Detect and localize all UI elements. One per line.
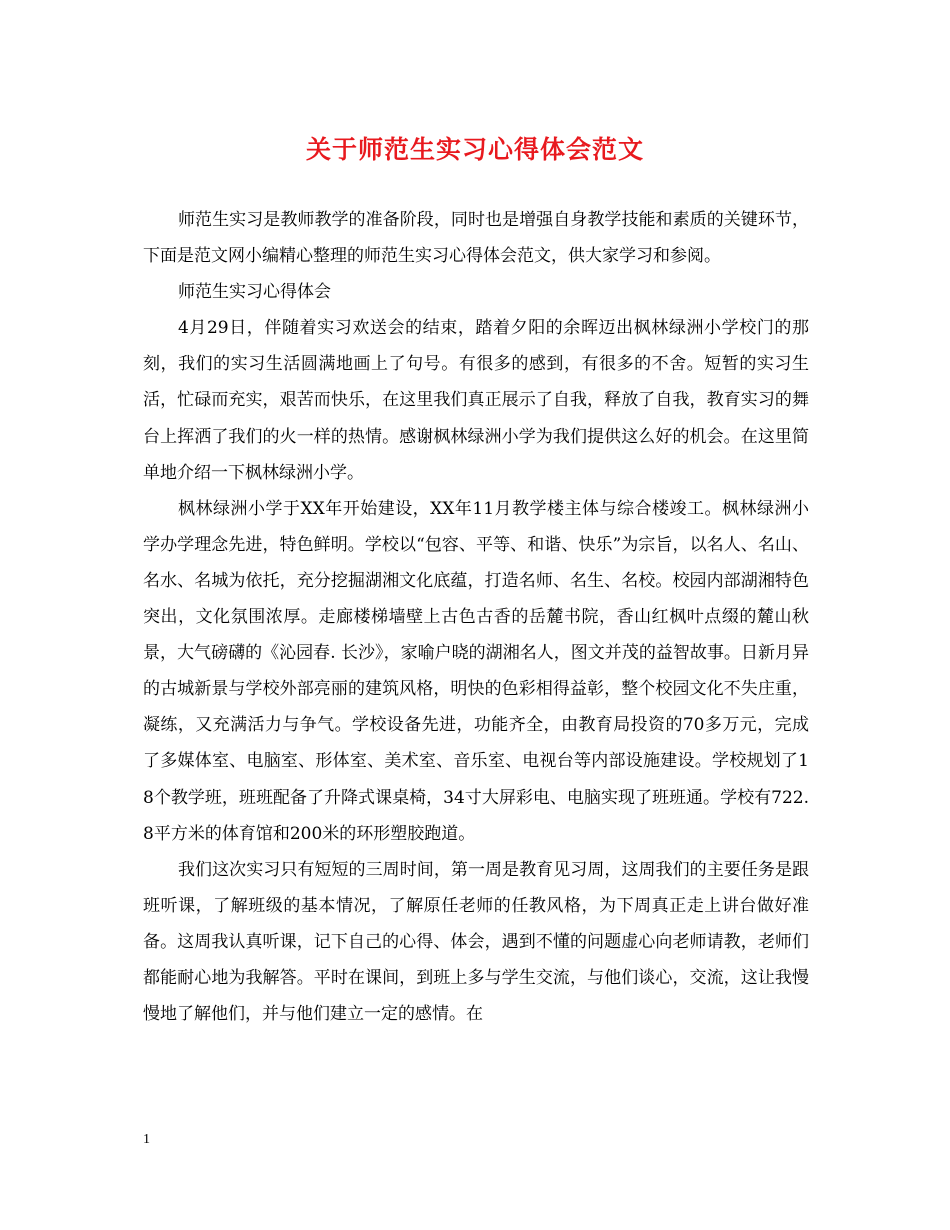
paragraph-farewell: 4月29日，伴随着实习欢送会的结束，踏着夕阳的余晖迈出枫林绿洲小学校门的那刻，我们的实习生活圆满地画上了句号。有很多的感到，有很多的不舍。短暂的实习生活，忙碌而充实，艰苦而快乐，在这里我们真正展示了自我，释放了自我，教育实习的舞台上挥洒了我们的火一样的热情。感谢枫林绿洲小学为我们提供这么好的机会。在这里简单地介绍一下枫林绿洲小学。 (143, 318, 809, 483)
page-number: 1 (143, 1132, 150, 1147)
document-body (143, 202, 809, 1032)
paragraph-first-week: 我们这次实习只有短短的三周时间，第一周是教育见习周，这周我们的主要任务是跟班听课，了解班级的基本情况，了解原任老师的任教风格，为下周真正走上讲台做好准备。这周我认真听课，记下自己的心得、体会，遇到不懂的问题虚心向老师请教，老师们都能耐心地为我解答。平时在课间，到班上多与学生交流，与他们谈心，交流，这让我慢慢地了解他们，并与他们建立一定的感情。在 (143, 859, 809, 1025)
paragraph-intro: 师范生实习是教师教学的准备阶段，同时也是增强自身教学技能和素质的关键环节，下面是范文网小编精心整理的师范生实习心得体会范文，供大家学习和参阅。 (143, 210, 809, 267)
paragraph-school-intro: 枫林绿洲小学于XX年开始建设，XX年11月教学楼主体与综合楼竣工。枫林绿洲小学办学理念先进，特色鲜明。学校以“包容、平等、和谐、快乐”为宗旨，以名人、名山、名水、名城为依托，充分挖掘湖湘文化底蕴，打造名师、名生、名校。校园内部湖湘特色突出，文化氛围浓厚。走廊楼梯墙壁上古色古香的岳麓书院，香山红枫叶点缀的麓山秋景，大气磅礴的《沁园春. 长沙》，家喻户晓的湖湘名人，图文并茂的益智故事。日新月异的古城新景与学校外部亮丽的建筑风格，明快的色彩相得益彰，整个校园文化不失庄重，凝练，又充满活力与争气。学校设备先进，功能齐全，由教育局投资的70多万元，完成了多媒体室、电脑室、形体室、美术室、音乐室、电视台等内部设施建设。学校规划了18个教学班，班班配备了升降式课桌椅，34寸大屏彩电、电脑实现了班班通。学校有722.8平方米的体育馆和200米的环形塑胶跑道。 (143, 498, 809, 844)
document-title: 关于师范生实习心得体会范文 (305, 135, 644, 164)
paragraph-subheading: 师范生实习心得体会 (178, 282, 331, 303)
